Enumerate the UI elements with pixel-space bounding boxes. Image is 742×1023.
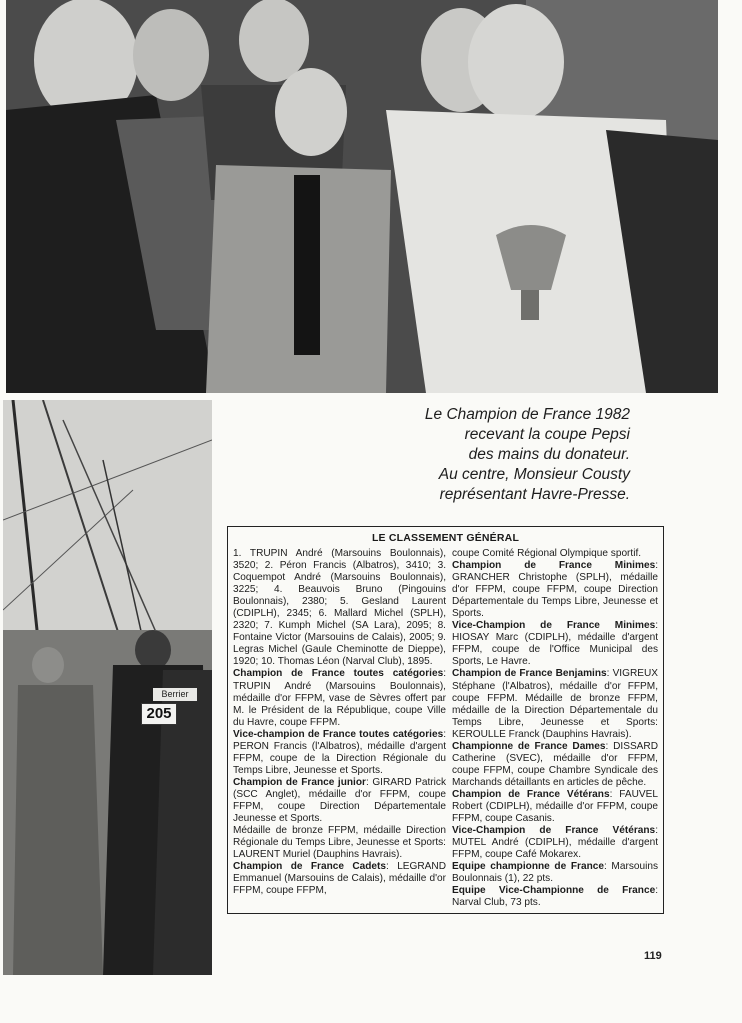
sponsor-sign: Berrier: [153, 688, 197, 701]
caption-line: Le Champion de France 1982: [424, 406, 630, 423]
result-text: : TRUPIN André (Marsouins Boulonnais), médaille d'or FFPM, vase de Sèvres offert par M. le Président de la République, coupe Ville du Havre, coupe FFPM.: [233, 668, 446, 728]
result-paragraph: [452, 620, 658, 668]
result-heading: Champion de France junior: [233, 776, 366, 788]
results-column-right: [452, 548, 658, 909]
result-heading: Vice-Champion de France Vétérans: [452, 825, 656, 837]
result-text: : Marsouins Boulonnais (1), 22 pts.: [452, 861, 658, 885]
result-text: : MUTEL André (CDIPLH), médaille d'argent FFPM, coupe Café Mokarex.: [452, 825, 658, 861]
photo-caption: [340, 405, 630, 505]
results-title: LE CLASSEMENT GÉNÉRAL: [371, 532, 520, 544]
result-text: : Narval Club, 73 pts.: [452, 885, 658, 909]
result-heading: Vice-champion de France toutes catégories: [233, 728, 444, 740]
result-text: : HIOSAY Marc (CDIPLH), médaille d'argent FFPM, coupe de l'Office Municipal des Sports, Le Havre.: [452, 620, 658, 668]
result-paragraph: [233, 777, 446, 825]
result-text: : VIGREUX Stéphane (l'Albatros), médaille d'or FFPM, coupe FFPM. Médaille de bronze FFPM, médaille de la Direction Départementale du Temps Libre, Jeunesse et Sports: KEROULLE Franck (Dauphins Havrais).: [452, 668, 658, 740]
result-heading: Champion de France toutes catégories: [233, 668, 444, 680]
caption-line: représentant Havre-Presse.: [439, 486, 630, 503]
result-paragraph: [452, 668, 658, 740]
results-box: [227, 526, 664, 914]
result-paragraph: [233, 668, 446, 728]
result-paragraph: Médaille de bronze FFPM, médaille Direction Régionale du Temps Libre, Jeunesse et Sports: LAURENT Muriel (Dauphins Havrais).: [233, 825, 446, 861]
results-column-left: [233, 548, 446, 897]
result-heading: Champion de France Cadets: [233, 861, 387, 873]
result-heading: Equipe championne de France: [452, 861, 604, 873]
result-paragraph: [452, 741, 658, 789]
award-ceremony-photo: [6, 0, 718, 393]
result-paragraph: [452, 861, 658, 885]
result-text: : FAUVEL Robert (CDIPLH), médaille d'or FFPM, coupe FFPM, coupe Casanis.: [452, 788, 658, 825]
result-paragraph: [452, 789, 658, 825]
result-text: : PERON Francis (l'Albatros), médaille d'argent FFPM, coupe de la Direction Régionale du Temps Libre, Jeunesse et Sports.: [233, 728, 446, 776]
result-heading: Champion de France Minimes: [452, 560, 656, 572]
result-paragraph: [233, 861, 446, 897]
result-paragraph: [452, 560, 658, 620]
photo-icon: [6, 0, 718, 393]
result-paragraph: [233, 729, 446, 777]
result-heading: Champion de France Vétérans: [452, 788, 610, 800]
result-paragraph: [452, 825, 658, 861]
result-heading: Equipe Vice-Championne de France: [452, 885, 656, 897]
page-number: 119: [644, 950, 662, 962]
caption-line: des mains du donateur.: [468, 446, 630, 463]
fishing-competition-photo: [3, 400, 212, 975]
caption-line: recevant la coupe Pepsi: [464, 426, 630, 443]
competitor-bib-number: 205: [141, 703, 177, 725]
result-paragraph: [452, 885, 658, 909]
result-text: : LEGRAND Emmanuel (Marsouins de Calais), médaille d'or FFPM, coupe FFPM,: [233, 861, 446, 897]
general-ranking: 1. TRUPIN André (Marsouins Boulonnais), 3520; 2. Péron Francis (Albatros), 3410; 3. Coquempot André (Marsouins Boulonnais), 3225; 4. Beauvois Bruno (Pingouins Boulonnais), 2380; 5. Gesland Laurent (CDIPLH), 2345; 6. Mallard Michel (SPLH), 2320; 7. Kumph Michel (SA Lara), 2095; 8. Fontaine Victor (Marsouins de Calais), 2005; 9. Legras Michel (Gaule Cheminotte de Dieppe), 1920; 10. Thomas Léon (Narval Club), 1895.: [233, 548, 446, 668]
result-paragraph: coupe Comité Régional Olympique sportif.: [452, 548, 642, 559]
result-text: : GIRARD Patrick (SCC Anglet), médaille d'or FFPM, coupe FFPM, coupe Direction Départementale Jeunesse et Sports.: [233, 776, 446, 825]
result-text: : DISSARD Catherine (SVEC), médaille d'or FFPM, coupe FFPM, coupe Chambre Syndicale des Marchands détaillants en articles de pêche.: [452, 740, 658, 788]
result-text: : GRANCHER Christophe (SPLH), médaille d'or FFPM, coupe FFPM, coupe Direction Départementale du Temps Libre, Jeunesse et Sports.: [452, 560, 658, 620]
caption-line: Au centre, Monsieur Cousty: [438, 466, 630, 483]
result-heading: Vice-Champion de France Minimes: [452, 620, 656, 632]
result-heading: Championne de France Dames: [452, 740, 606, 752]
result-heading: Champion de France Benjamins: [452, 668, 607, 680]
